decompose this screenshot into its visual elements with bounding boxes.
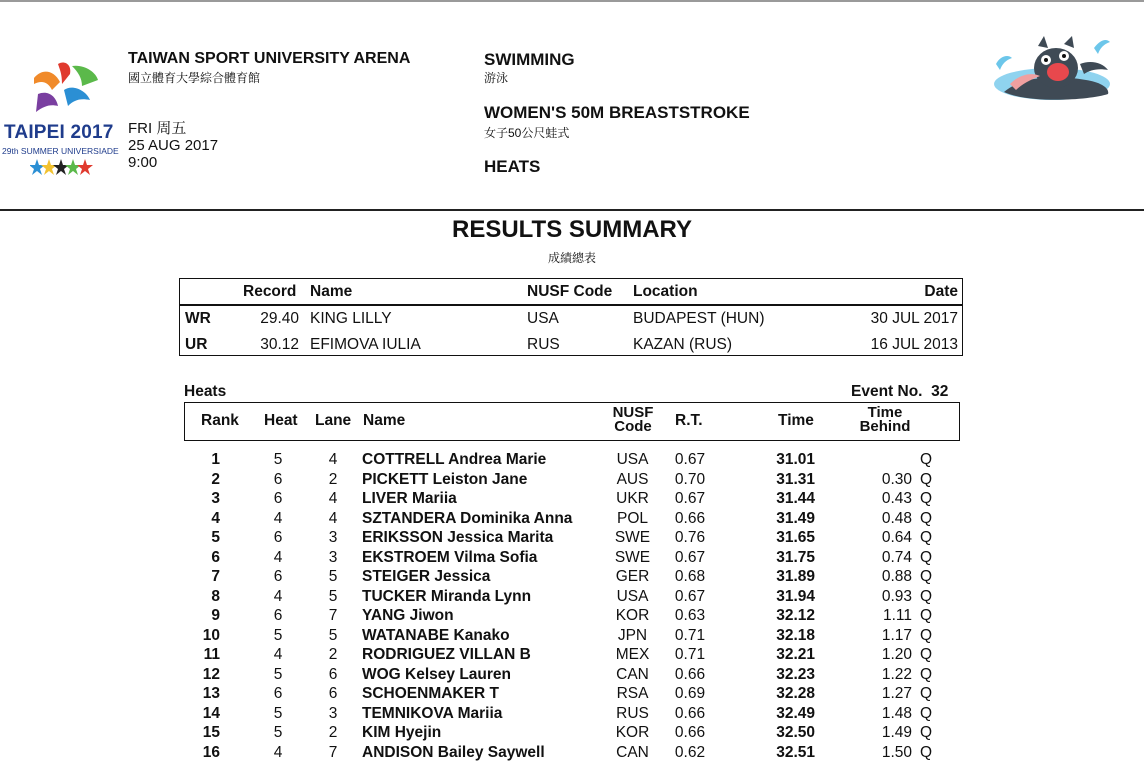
qualification-mark: Q <box>920 607 932 625</box>
result-nusf-code: CAN <box>610 666 655 684</box>
results-summary-title-zh: 成績總表 <box>0 249 1144 266</box>
athlete-name: TEMNIKOVA Mariia <box>362 705 502 723</box>
col-header-code-line2: Code <box>604 420 662 434</box>
result-row <box>0 744 1144 763</box>
result-time-behind: 0.64 <box>860 529 912 547</box>
result-nusf-code: POL <box>610 510 655 528</box>
records-header-record: Record <box>243 283 296 301</box>
result-reaction-time: 0.66 <box>670 724 710 742</box>
qualification-mark: Q <box>920 510 932 528</box>
result-heat: 6 <box>270 471 286 489</box>
col-header-behind-line1: Time <box>852 406 918 420</box>
qualification-mark: Q <box>920 529 932 547</box>
result-row <box>0 724 1144 744</box>
athlete-name: PICKETT Leiston Jane <box>362 471 527 489</box>
athlete-name: ERIKSSON Jessica Marita <box>362 529 553 547</box>
result-reaction-time: 0.63 <box>670 607 710 625</box>
result-lane: 5 <box>325 568 341 586</box>
result-lane: 3 <box>325 529 341 547</box>
result-heat: 5 <box>270 627 286 645</box>
result-time: 31.65 <box>760 529 815 547</box>
result-nusf-code: USA <box>610 451 655 469</box>
mascot-icon <box>990 34 1118 112</box>
event-day: FRI 周五 <box>128 120 186 137</box>
result-reaction-time: 0.62 <box>670 744 710 762</box>
record-date: 30 JUL 2017 <box>840 310 958 328</box>
result-rank: 12 <box>190 666 220 684</box>
venue-name-zh: 國立體育大學綜合體育館 <box>128 69 260 86</box>
result-time: 32.28 <box>760 685 815 703</box>
top-border <box>0 0 1144 2</box>
result-time-behind: 1.27 <box>860 685 912 703</box>
record-holder: KING LILLY <box>310 310 392 328</box>
result-time: 32.51 <box>760 744 815 762</box>
result-heat: 4 <box>270 646 286 664</box>
logo-emblem-icon <box>28 60 100 118</box>
record-location: BUDAPEST (HUN) <box>633 310 764 328</box>
sport-name: SWIMMING <box>484 50 575 70</box>
result-reaction-time: 0.66 <box>670 510 710 528</box>
result-heat: 5 <box>270 724 286 742</box>
logo-title: TAIPEI 2017 <box>4 122 114 144</box>
result-heat: 6 <box>270 490 286 508</box>
result-time: 31.31 <box>760 471 815 489</box>
result-rank: 7 <box>190 568 220 586</box>
result-time-behind: 1.50 <box>860 744 912 762</box>
result-time: 31.49 <box>760 510 815 528</box>
result-reaction-time: 0.68 <box>670 568 710 586</box>
athlete-name: RODRIGUEZ VILLAN B <box>362 646 531 664</box>
result-row <box>0 646 1144 666</box>
result-time: 32.23 <box>760 666 815 684</box>
result-reaction-time: 0.70 <box>670 471 710 489</box>
result-rank: 2 <box>190 471 220 489</box>
result-heat: 6 <box>270 529 286 547</box>
col-header-time: Time <box>778 412 814 430</box>
event-name-zh: 女子50公尺蛙式 <box>484 124 569 141</box>
result-row <box>0 705 1144 725</box>
result-time-behind: 0.43 <box>860 490 912 508</box>
event-phase: HEATS <box>484 157 540 177</box>
result-time: 32.21 <box>760 646 815 664</box>
result-lane: 4 <box>325 490 341 508</box>
qualification-mark: Q <box>920 724 932 742</box>
result-time: 31.94 <box>760 588 815 606</box>
result-lane: 5 <box>325 627 341 645</box>
result-row <box>0 588 1144 608</box>
stars-icon <box>30 158 94 176</box>
result-nusf-code: UKR <box>610 490 655 508</box>
result-rank: 10 <box>190 627 220 645</box>
col-header-name: Name <box>363 412 405 430</box>
col-header-code-line1: NUSF <box>604 406 662 420</box>
result-lane: 2 <box>325 724 341 742</box>
result-nusf-code: GER <box>610 568 655 586</box>
result-rank: 14 <box>190 705 220 723</box>
result-heat: 4 <box>270 549 286 567</box>
result-time: 31.75 <box>760 549 815 567</box>
result-heat: 5 <box>270 451 286 469</box>
result-time-behind: 0.88 <box>860 568 912 586</box>
result-rank: 16 <box>190 744 220 762</box>
result-rank: 15 <box>190 724 220 742</box>
result-heat: 6 <box>270 568 286 586</box>
athlete-name: KIM Hyejin <box>362 724 441 742</box>
result-row <box>0 471 1144 491</box>
result-row <box>0 607 1144 627</box>
result-reaction-time: 0.66 <box>670 666 710 684</box>
header-separator <box>0 209 1144 211</box>
result-reaction-time: 0.67 <box>670 549 710 567</box>
result-row <box>0 549 1144 569</box>
result-time-behind: 0.48 <box>860 510 912 528</box>
result-time: 32.18 <box>760 627 815 645</box>
athlete-name: EKSTROEM Vilma Sofia <box>362 549 537 567</box>
result-row <box>0 627 1144 647</box>
result-lane: 3 <box>325 705 341 723</box>
result-time: 32.49 <box>760 705 815 723</box>
result-lane: 4 <box>325 510 341 528</box>
athlete-name: SZTANDERA Dominika Anna <box>362 510 572 528</box>
venue-name: TAIWAN SPORT UNIVERSITY ARENA <box>128 50 410 68</box>
record-code: USA <box>527 310 559 328</box>
result-heat: 4 <box>270 744 286 762</box>
result-rank: 1 <box>190 451 220 469</box>
event-number <box>851 383 948 401</box>
qualification-mark: Q <box>920 627 932 645</box>
records-header-date: Date <box>880 283 958 301</box>
result-row <box>0 490 1144 510</box>
result-nusf-code: RSA <box>610 685 655 703</box>
result-lane: 4 <box>325 451 341 469</box>
result-time-behind: 0.74 <box>860 549 912 567</box>
results-header-box <box>184 402 960 441</box>
result-rank: 5 <box>190 529 220 547</box>
qualification-mark: Q <box>920 685 932 703</box>
result-time-behind: 1.22 <box>860 666 912 684</box>
athlete-name: COTTRELL Andrea Marie <box>362 451 546 469</box>
result-row <box>0 451 1144 471</box>
qualification-mark: Q <box>920 568 932 586</box>
result-reaction-time: 0.67 <box>670 490 710 508</box>
result-nusf-code: CAN <box>610 744 655 762</box>
result-time: 32.12 <box>760 607 815 625</box>
records-header-code: NUSF Code <box>527 283 612 301</box>
col-header-code <box>604 406 662 434</box>
results-summary-title: RESULTS SUMMARY <box>0 216 1144 244</box>
qualification-mark: Q <box>920 646 932 664</box>
record-location: KAZAN (RUS) <box>633 336 732 354</box>
result-rank: 3 <box>190 490 220 508</box>
col-header-rt: R.T. <box>675 412 703 430</box>
result-nusf-code: AUS <box>610 471 655 489</box>
qualification-mark: Q <box>920 471 932 489</box>
result-reaction-time: 0.69 <box>670 685 710 703</box>
result-time-behind: 1.20 <box>860 646 912 664</box>
result-time-behind: 0.30 <box>860 471 912 489</box>
universiade-logo <box>0 60 128 180</box>
result-reaction-time: 0.71 <box>670 627 710 645</box>
result-heat: 6 <box>270 685 286 703</box>
result-heat: 6 <box>270 607 286 625</box>
record-time: 29.40 <box>240 310 299 328</box>
qualification-mark: Q <box>920 744 932 762</box>
record-code: RUS <box>527 336 560 354</box>
result-lane: 7 <box>325 744 341 762</box>
result-lane: 7 <box>325 607 341 625</box>
athlete-name: WOG Kelsey Lauren <box>362 666 511 684</box>
record-type: WR <box>185 310 211 328</box>
result-row <box>0 529 1144 549</box>
heats-label: Heats <box>184 383 226 401</box>
result-rank: 6 <box>190 549 220 567</box>
athlete-name: TUCKER Miranda Lynn <box>362 588 531 606</box>
col-header-time-behind <box>852 406 918 434</box>
result-heat: 5 <box>270 705 286 723</box>
result-time: 31.44 <box>760 490 815 508</box>
result-reaction-time: 0.71 <box>670 646 710 664</box>
result-reaction-time: 0.67 <box>670 451 710 469</box>
result-time-behind: 1.49 <box>860 724 912 742</box>
athlete-name: WATANABE Kanako <box>362 627 510 645</box>
record-type: UR <box>185 336 207 354</box>
result-lane: 3 <box>325 549 341 567</box>
event-number-label: Event No. <box>851 383 922 400</box>
result-rank: 8 <box>190 588 220 606</box>
record-date: 16 JUL 2013 <box>840 336 958 354</box>
result-time-behind: 0.93 <box>860 588 912 606</box>
col-header-lane: Lane <box>315 412 351 430</box>
athlete-name: ANDISON Bailey Saywell <box>362 744 545 762</box>
result-time-behind: 1.11 <box>860 607 912 625</box>
result-time-behind: 1.48 <box>860 705 912 723</box>
result-nusf-code: RUS <box>610 705 655 723</box>
result-nusf-code: MEX <box>610 646 655 664</box>
athlete-name: STEIGER Jessica <box>362 568 490 586</box>
athlete-name: SCHOENMAKER T <box>362 685 499 703</box>
result-time: 32.50 <box>760 724 815 742</box>
sport-name-zh: 游泳 <box>484 69 508 86</box>
records-header-location: Location <box>633 283 698 301</box>
result-lane: 6 <box>325 666 341 684</box>
result-heat: 5 <box>270 666 286 684</box>
result-nusf-code: KOR <box>610 607 655 625</box>
records-header-divider <box>179 304 963 306</box>
result-row <box>0 510 1144 530</box>
event-time: 9:00 <box>128 154 157 171</box>
result-nusf-code: USA <box>610 588 655 606</box>
qualification-mark: Q <box>920 705 932 723</box>
result-heat: 4 <box>270 588 286 606</box>
result-nusf-code: SWE <box>610 529 655 547</box>
result-reaction-time: 0.76 <box>670 529 710 547</box>
result-lane: 2 <box>325 646 341 664</box>
result-nusf-code: JPN <box>610 627 655 645</box>
result-row <box>0 685 1144 705</box>
result-reaction-time: 0.66 <box>670 705 710 723</box>
result-rank: 13 <box>190 685 220 703</box>
qualification-mark: Q <box>920 549 932 567</box>
records-header-name: Name <box>310 283 352 301</box>
col-header-heat: Heat <box>264 412 298 430</box>
result-nusf-code: SWE <box>610 549 655 567</box>
athlete-name: LIVER Mariia <box>362 490 457 508</box>
qualification-mark: Q <box>920 490 932 508</box>
qualification-mark: Q <box>920 666 932 684</box>
athlete-name: YANG Jiwon <box>362 607 454 625</box>
record-holder: EFIMOVA IULIA <box>310 336 421 354</box>
result-row <box>0 568 1144 588</box>
event-date: 25 AUG 2017 <box>128 137 218 154</box>
logo-subtitle: 29th SUMMER UNIVERSIADE <box>2 146 119 156</box>
event-name: WOMEN'S 50M BREASTSTROKE <box>484 103 750 123</box>
result-time: 31.89 <box>760 568 815 586</box>
result-row <box>0 666 1144 686</box>
result-rank: 11 <box>190 646 220 664</box>
result-heat: 4 <box>270 510 286 528</box>
col-header-rank: Rank <box>201 412 239 430</box>
result-time: 31.01 <box>760 451 815 469</box>
result-lane: 5 <box>325 588 341 606</box>
qualification-mark: Q <box>920 451 932 469</box>
result-lane: 2 <box>325 471 341 489</box>
result-rank: 4 <box>190 510 220 528</box>
col-header-behind-line2: Behind <box>852 420 918 434</box>
result-time-behind: 1.17 <box>860 627 912 645</box>
qualification-mark: Q <box>920 588 932 606</box>
result-nusf-code: KOR <box>610 724 655 742</box>
event-number-value: 32 <box>931 383 948 400</box>
result-reaction-time: 0.67 <box>670 588 710 606</box>
result-rank: 9 <box>190 607 220 625</box>
record-time: 30.12 <box>240 336 299 354</box>
result-lane: 6 <box>325 685 341 703</box>
